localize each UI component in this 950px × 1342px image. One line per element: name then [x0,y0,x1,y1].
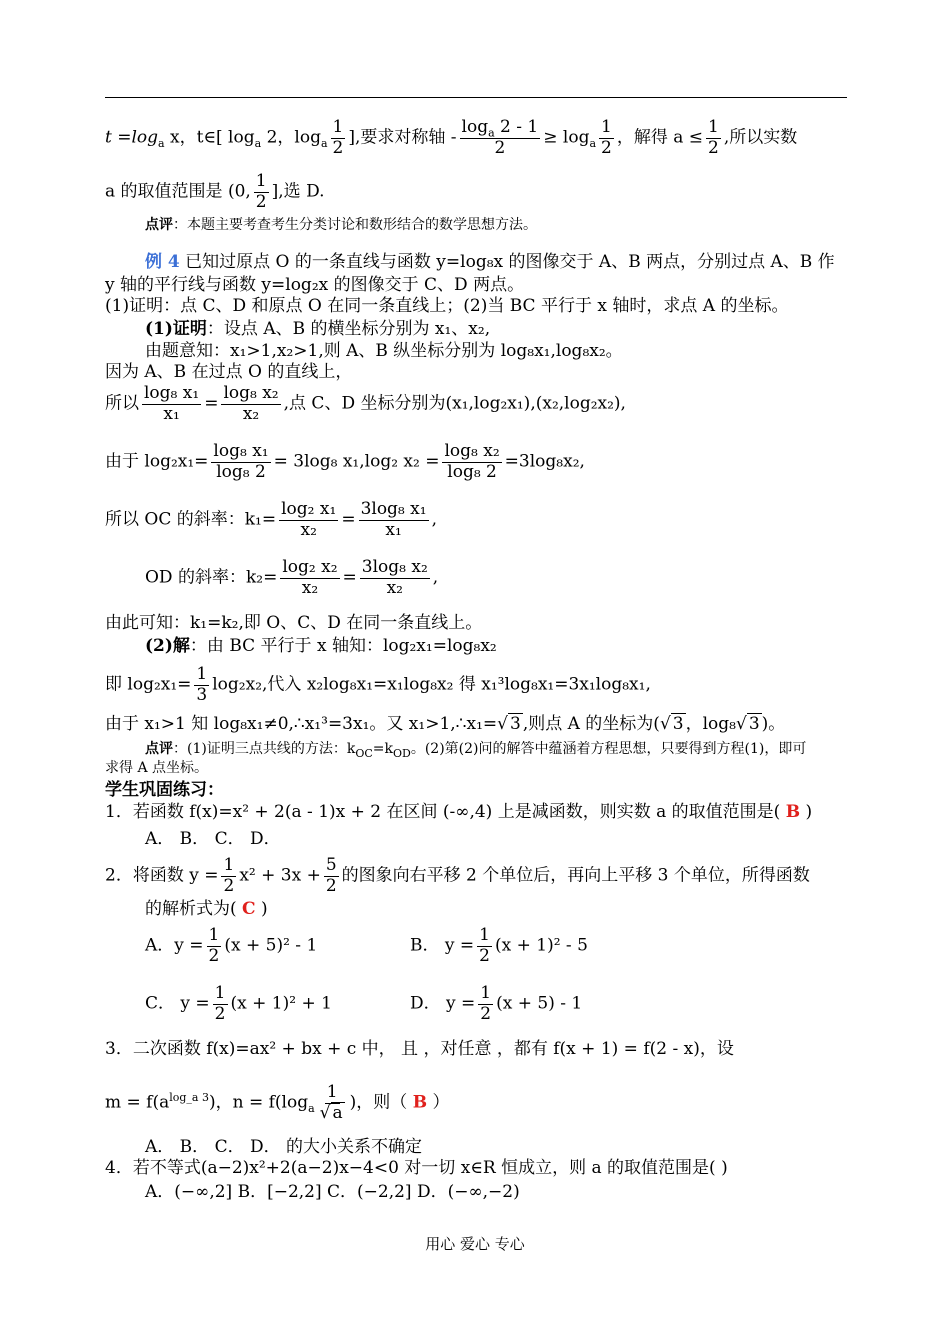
question-4: 4．若不等式(a−2)x²+2(a−2)x−4<0 对一切 x∈R 恒成立，则 a 的取值范围是( ) [105,1158,728,1178]
fraction: $\frac{1}{√ a}$ [319,1082,343,1123]
fraction: $\frac{1}{2}$ [208,925,220,966]
question-2-option-b: B． y = $\frac{1}{2}$ (x + 1)² - 5 [410,925,588,966]
fraction: $\frac{1}{2}$ [601,117,612,158]
proof-1-intro: (1)证明：设点 A、B 的横坐标分别为 x₁、x₂, [145,319,491,339]
fraction: $\frac{1}{2}$ [480,983,492,1024]
question-2-option-a: A．y = $\frac{1}{2}$ (x + 5)² - 1 [145,925,318,966]
fraction: $\frac{\text{3log₈ x₂}}{\text{x₂}}$ [361,557,428,598]
example-4-line3: (1)证明：点 C、D 和原点 O 在同一条直线上；(2)当 BC 平行于 x 轴时，求点 A 的坐标。 [105,296,789,316]
question-3-line2: $m = f(a^{log\_a 3})$，$n = f(\log_a$ $\frac{1}{√ a}$ )，则（ B ） [105,1082,450,1123]
comment-2-line2: 求得 A 点坐标。 [105,760,209,776]
fraction: $\frac{1}{2}$ [255,171,267,212]
footer-text: 用心 爱心 专心 [425,1235,525,1253]
fraction: $\frac{\text{log₈ x₁}}{\text{x₁}}$ [144,383,200,424]
fraction: $\frac{\text{log₈ x₂}}{\text{x₂}}$ [223,383,279,424]
proof-line-6: 所以 OC 的斜率：k₁= $\frac{\text{log₂ x₁}}{\text{x₂}}$ = $\frac{\text{3log₈ x₁}}{\text{x₁}}$ , [105,499,437,540]
solution-2-intro: (2)解：由 BC 平行于 x 轴知：log₂x₁=log₈x₂ [145,636,497,656]
fraction: $\frac{1}{3}$ [196,664,208,705]
proof-line-3: 因为 A、B 在过点 O 的直线上， [105,362,353,382]
fraction: $\frac{1}{2}$ [214,983,226,1024]
question-3: 3．二次函数 f(x)=ax² + bx + c 中， 且 ，对任意 ，都有 f(x + 1) = f(2 - x)，设 [105,1039,734,1059]
comment-1: 点评：本题主要考查考生分类讨论和数形结合的数学思想方法。 [145,217,537,233]
fraction: $\frac{1}{2}$ [223,855,235,896]
proof-line-5: 由于 log₂x₁= $\frac{\text{log₈ x₁}}{\text{log₈ 2}}$ = 3log₈ x₁,log₂ x₂ = $\frac{\text{log₈ x₂}}{\text{log₈ 2}}$ =3log₈x₂, [105,441,585,482]
fraction: $\frac{\log_a 2 - 1}{2}$ [461,117,539,158]
proof-line-2: 由题意知：x₁>1,x₂>1,则 A、B 纵坐标分别为 log₈x₁,log₈x₂。 [145,341,623,361]
question-1: 1．若函数 f(x)=x² + 2(a - 1)x + 2 在区间 (-∞,4) 上是减函数，则实数 a 的取值范围是( B ) [105,802,813,822]
comment-2: 点评：(1)证明三点共线的方法：$k_{OC}=k_{OD}$。(2)第(2)问的解答中蕴涵着方程思想，只要得到方程(1)，即可 [145,741,807,760]
text-line-range: a 的取值范围是 (0, $\frac{1}{2}$ ],选 D. [105,171,325,212]
proof-line-7: OD 的斜率：k₂= $\frac{\text{log₂ x₂}}{\text{x₂}}$ = $\frac{\text{3log₈ x₂}}{\text{x₂}}$ , [145,557,439,598]
fraction: $\frac{\text{log₈ x₁}}{\text{log₈ 2}}$ [213,441,269,482]
fraction: $\frac{1}{2}$ [708,117,719,158]
example-4-title: 例 4 已知过原点 O 的一条直线与函数 y=log₈x 的图像交于 A、B 两点，分别过点 A、B 作 [145,252,835,272]
proof-line-8: 由此可知：k₁=k₂,即 O、C、D 在同一条直线上。 [105,613,483,633]
section-title: 学生巩固练习： [105,780,224,800]
fraction: $\frac{\text{log₂ x₁}}{\text{x₂}}$ [281,499,337,540]
question-2-option-c: C． y = $\frac{1}{2}$ (x + 1)² + 1 [145,983,332,1024]
header-rule [105,97,847,98]
question-4-options: A．(−∞,2] B．[−2,2] C．(−2,2] D．(−∞,−2) [145,1182,520,1202]
question-1-options: A． B． C． D． [145,829,281,849]
fraction: $\frac{1}{2}$ [479,925,490,966]
solution-line-11: 由于 x₁>1 知 log₈x₁≠0,∴x₁³=3x₁。又 x₁>1,∴x₁=√ 3 ,则点 A 的坐标为(√ 3 ，log₈√ 3 )。 [105,714,786,734]
question-2: 2．将函数 y = $\frac{1}{2}$ x² + 3x + $\frac{5}{2}$ 的图象向右平移 2 个单位后，再向上平移 3 个单位，所得函数 [105,855,810,896]
question-2-option-d: D． y = $\frac{1}{2}$ (x + 5) - 1 [410,983,583,1024]
fraction: $\frac{1}{2}$ [332,117,344,158]
text-line-t-log: $t =\log_a$ x，t∈[ $\log_a 2$，$\log_a$ $\frac{1}{2}$ ],要求对称轴 - $\frac{\log_a 2 - 1}{2}$ ≥ $\log_a$ $\frac{1}{2}$ ，解得 a ≤ $\frac{1}{2}$ ,所以实数 [105,117,798,158]
proof-line-4: 所以 $\frac{\text{log₈ x₁}}{\text{x₁}}$ = $\frac{\text{log₈ x₂}}{\text{x₂}}$ ,点 C、D 坐标分别为(x₁,log₂x₁),(x₂,log₂x₂), [105,383,626,424]
example-4-line2: y 轴的平行线与函数 y=log₂x 的图像交于 C、D 两点。 [105,275,525,295]
question-3-options: A． B． C． D． 的大小关系不确定 [145,1137,423,1157]
question-2-line2: 的解析式为( C ) [145,899,268,919]
fraction: $\frac{\text{log₂ x₂}}{\text{x₂}}$ [282,557,338,598]
solution-line-10: 即 log₂x₁= $\frac{1}{3}$ log₂x₂,代入 x₂log₈x₁=x₁log₈x₂ 得 x₁³log₈x₁=3x₁log₈x₁, [105,664,651,705]
fraction: $\frac{5}{2}$ [325,855,337,896]
fraction: $\frac{\text{log₈ x₂}}{\text{log₈ 2}}$ [444,441,500,482]
fraction: $\frac{\text{3log₈ x₁}}{\text{x₁}}$ [360,499,427,540]
